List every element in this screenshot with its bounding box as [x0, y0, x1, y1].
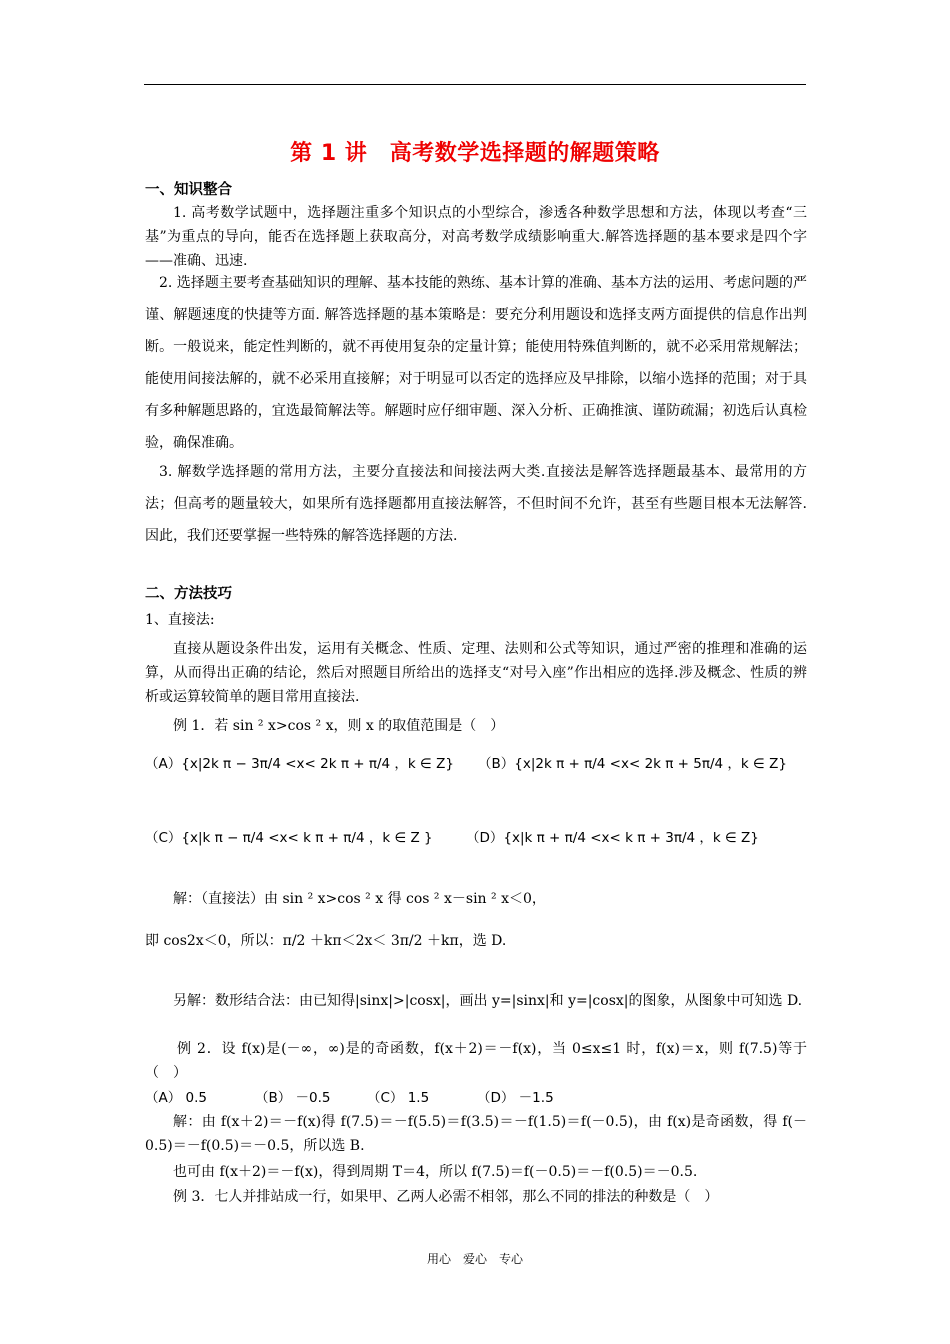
example-2-solution: 解：由 f(x＋2)＝－f(x)得 f(7.5)＝－f(5.5)＝f(3.5)＝－f(1.5)＝f(－0.5)，由 f(x)是奇函数，得 f(－0.5)＝－f(0.5)＝－0.5，所以选 B.	[145, 1114, 807, 1154]
example-2-options	[145, 1086, 554, 1106]
example-1-option-b: （B）{x|2k π + π/4 <x< 2k π + 5π/4 ，k ∈ Z}	[478, 756, 787, 772]
example-1-solution-line2: 即 cos2x＜0，所以：π/2 ＋kπ＜2x＜ 3π/2 ＋kπ，选 D.	[145, 933, 507, 949]
subheading-direct-method: 1、直接法:	[145, 612, 215, 628]
example-1-option-d: （D）{x|k π + π/4 <x< k π + 3π/4 ，k ∈ Z}	[466, 830, 759, 846]
example-2-alternative: 也可由 f(x＋2)＝－f(x)，得到周期 T＝4，所以 f(7.5)＝f(－0.5)＝－f(0.5)＝－0.5.	[173, 1164, 698, 1180]
direct-method-intro: 直接从题设条件出发，运用有关概念、性质、定理、法则和公式等知识，通过严密的推理和准确的运算，从而得出正确的结论，然后对照题目所给出的选择支“对号入座”作出相应的选择.涉及概念、性质的辨析或运算较简单的题目常用直接法.	[145, 641, 807, 705]
example-2-question: 例 2．设 f(x)是(－∞，∞)是的奇函数，f(x＋2)＝－f(x)，当 0≤x≤1 时，f(x)＝x，则 f(7.5)等于（ ）	[145, 1041, 807, 1081]
paragraph-2: 2. 选择题主要考查基础知识的理解、基本技能的熟练、基本计算的准确、基本方法的运用、考虑问题的严谨、解题速度的快捷等方面. 解答选择题的基本策略是：要充分利用题设和选择支两方面提供的信息作出判断。一般说来，能定性判断的，就不再使用复杂的定量计算；能使用特殊值判断的，就不必采用常规解法；能使用间接法解的，就不必采用直接解；对于明显可以否定的选择应及早排除，以缩小选择的范围；对于具有多种解题思路的，宜选最简解法等。解题时应仔细审题、深入分析、正确推演、谨防疏漏；初选后认真检验，确保准确。	[145, 275, 807, 451]
paragraph-1: 1. 高考数学试题中，选择题注重多个知识点的小型综合，渗透各种数学思想和方法，体现以考查“三基”为重点的导向，能否在选择题上获取高分，对高考数学成绩影响重大.解答选择题的基本要求是四个字——准确、迅速.	[145, 205, 807, 269]
section-heading-methods: 二、方法技巧	[145, 586, 232, 602]
example-2-option-b: （B） －0.5	[255, 1090, 331, 1106]
example-2-option-d: （D） －1.5	[477, 1090, 554, 1106]
example-2-option-c: （C） 1.5	[367, 1090, 430, 1106]
paragraph-3: 3. 解数学选择题的常用方法，主要分直接法和间接法两大类.直接法是解答选择题最基本、最常用的方法；但高考的题量较大，如果所有选择题都用直接法解答，不但时间不允许，甚至有些题目根本无法解答.因此，我们还要掌握一些特殊的解答选择题的方法.	[145, 464, 807, 544]
example-3-question: 例 3．七人并排站成一行，如果甲、乙两人必需不相邻，那么不同的排法的种数是（ ）	[173, 1189, 719, 1205]
header-rule	[144, 84, 806, 85]
page-footer: 用心 爱心 专心	[426, 1252, 523, 1266]
example-1-alternative: 另解：数形结合法：由已知得|sinx|>|cosx|，画出 y=|sinx|和 y=|cosx|的图象，从图象中可知选 D.	[173, 993, 803, 1009]
example-2-option-a: （A） 0.5	[145, 1090, 207, 1106]
example-1-option-c: （C）{x|k π − π/4 <x< k π + π/4 ，k ∈ Z }	[145, 830, 433, 846]
example-1-question: 例 1．若 sin ² x>cos ² x，则 x 的取值范围是（ ）	[173, 718, 505, 734]
example-1-solution-line1: 解：（直接法）由 sin ² x>cos ² x 得 cos ² x－sin ² x＜0，	[173, 891, 546, 907]
page-title: 第 1 讲 高考数学选择题的解题策略	[290, 141, 660, 166]
section-heading-knowledge: 一、知识整合	[145, 182, 232, 198]
example-1-option-a: （A）{x|2k π − 3π/4 <x< 2k π + π/4 ，k ∈ Z}	[145, 756, 454, 772]
